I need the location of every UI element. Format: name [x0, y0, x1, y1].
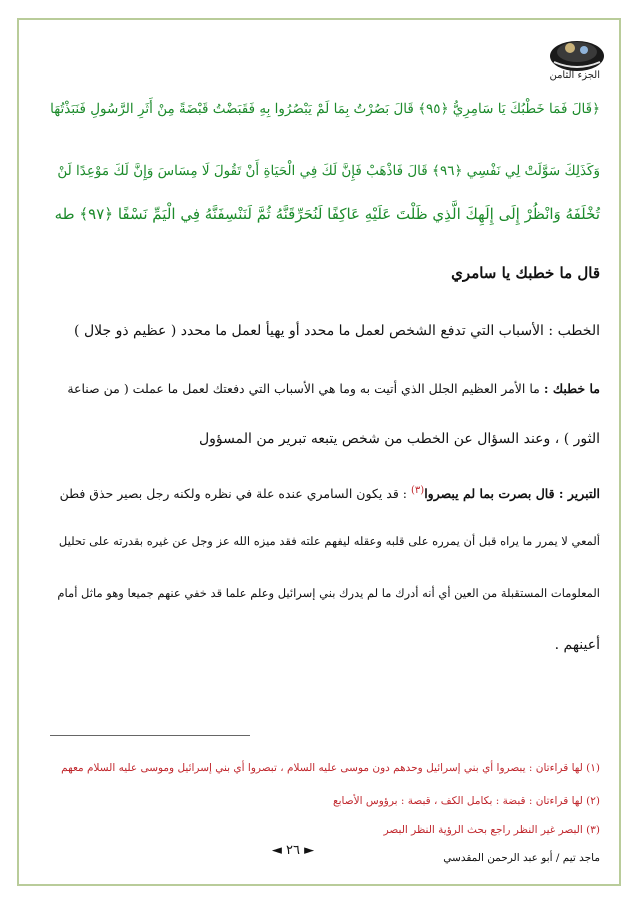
ma-khatbuk-label: ما خطبك : [543, 381, 600, 396]
author-credit: ماجد تيم / أبو عبد الرحمن المقدسي [443, 852, 600, 864]
tabrir-line-2: ألمعي لا يمرر ما يراه قبل أن يمرره على قلبه وعقله ليفهم علته فقد ميزه الله عز وجل عن غيره بقدرته على تحليل [58, 534, 600, 548]
verse-line-3: تُخْلَفَهُ وَانْظُرْ إِلَى إِلَهِكَ الَّذِي ظَلْتَ عَلَيْهِ عَاكِفًا لَنُحَرِّقَنَّهُ ثُمَّ لَنَنْسِفَنَّهُ فِي الْيَمِّ نَسْفًا ﴿٩٧﴾ طه [54, 205, 600, 223]
part-label: الجزء الثامن [549, 70, 600, 81]
ma-khatbuk-paragraph [50, 378, 600, 400]
tabrir-text: : قد يكون السامري عنده علة في نظره ولكنه رجل بصير حذق فطن [59, 486, 408, 502]
verse-line-2: وَكَذَلِكَ سَوَّلَتْ لِي نَفْسِي ﴿٩٦﴾ قَالَ فَاذْهَبْ فَإِنَّ لَكَ فِي الْحَيَاةِ أَنْ تَقُولَ لَا مِسَاسَ وَإِنَّ لَكَ مَوْعِدًا لَنْ [57, 163, 600, 179]
page-number: ◄ ٢٦ ► [271, 843, 315, 858]
logo-icon [548, 32, 606, 74]
footnote-ref-3: (٣) [411, 485, 425, 496]
tabrir-line-3: المعلومات المستقبلة من العين أي أنه أدرك ما لم يدرك بني إسرائيل وعلم علما قد خفي عنهم جميعا وهو ماثل أمام [57, 586, 600, 600]
footnote-3: (٣) البصر غير النظر راجع بحث الرؤية النظر البصر [383, 824, 600, 836]
page-border [17, 18, 621, 886]
verse-line-1: ﴿قَالَ فَمَا خَطْبُكَ يَا سَامِرِيُّ ﴿٩٥﴾ قَالَ بَصُرْتُ بِمَا لَمْ يَبْصُرُوا بِهِ فَقَبَضْتُ قَبْضَةً مِنْ أَثَرِ الرَّسُولِ فَنَبَذْتُهَا [50, 101, 600, 117]
footnote-1: (١) لها قراءتان : يبصروا أي بني إسرائيل وحدهم دون موسى عليه السلام ، تبصروا أي بني إسرائيل وموسى عليه السلام معهم [61, 762, 600, 774]
khatb-definition: الخطب : الأسباب التي تدفع الشخص لعمل ما محدد أو يهيأ لعمل ما محدد ( عظيم ذو جلال ) [74, 323, 600, 339]
tabrir-label: التبرير : قال بصرت بما لم يبصروا [424, 486, 600, 502]
ma-khatbuk-continuation: الثور ) ، وعند السؤال عن الخطب من شخص يتبعه تبرير من المسؤول [198, 431, 600, 447]
ma-khatbuk-text: ما الأمر العظيم الجلل الذي أتيت به وما هي الأسباب التي دفعتك لعمل ما عملت ( من صناعة [67, 381, 540, 396]
footnote-separator [50, 735, 250, 736]
footnote-2: (٢) لها قراءتان : قبضة : بكامل الكف ، قبصة : برؤوس الأصابع [333, 795, 600, 807]
tabrir-paragraph [50, 480, 600, 505]
section-heading: قال ما خطبك يا سامري [451, 264, 600, 282]
tabrir-line-4: أعينهم . [554, 637, 600, 653]
